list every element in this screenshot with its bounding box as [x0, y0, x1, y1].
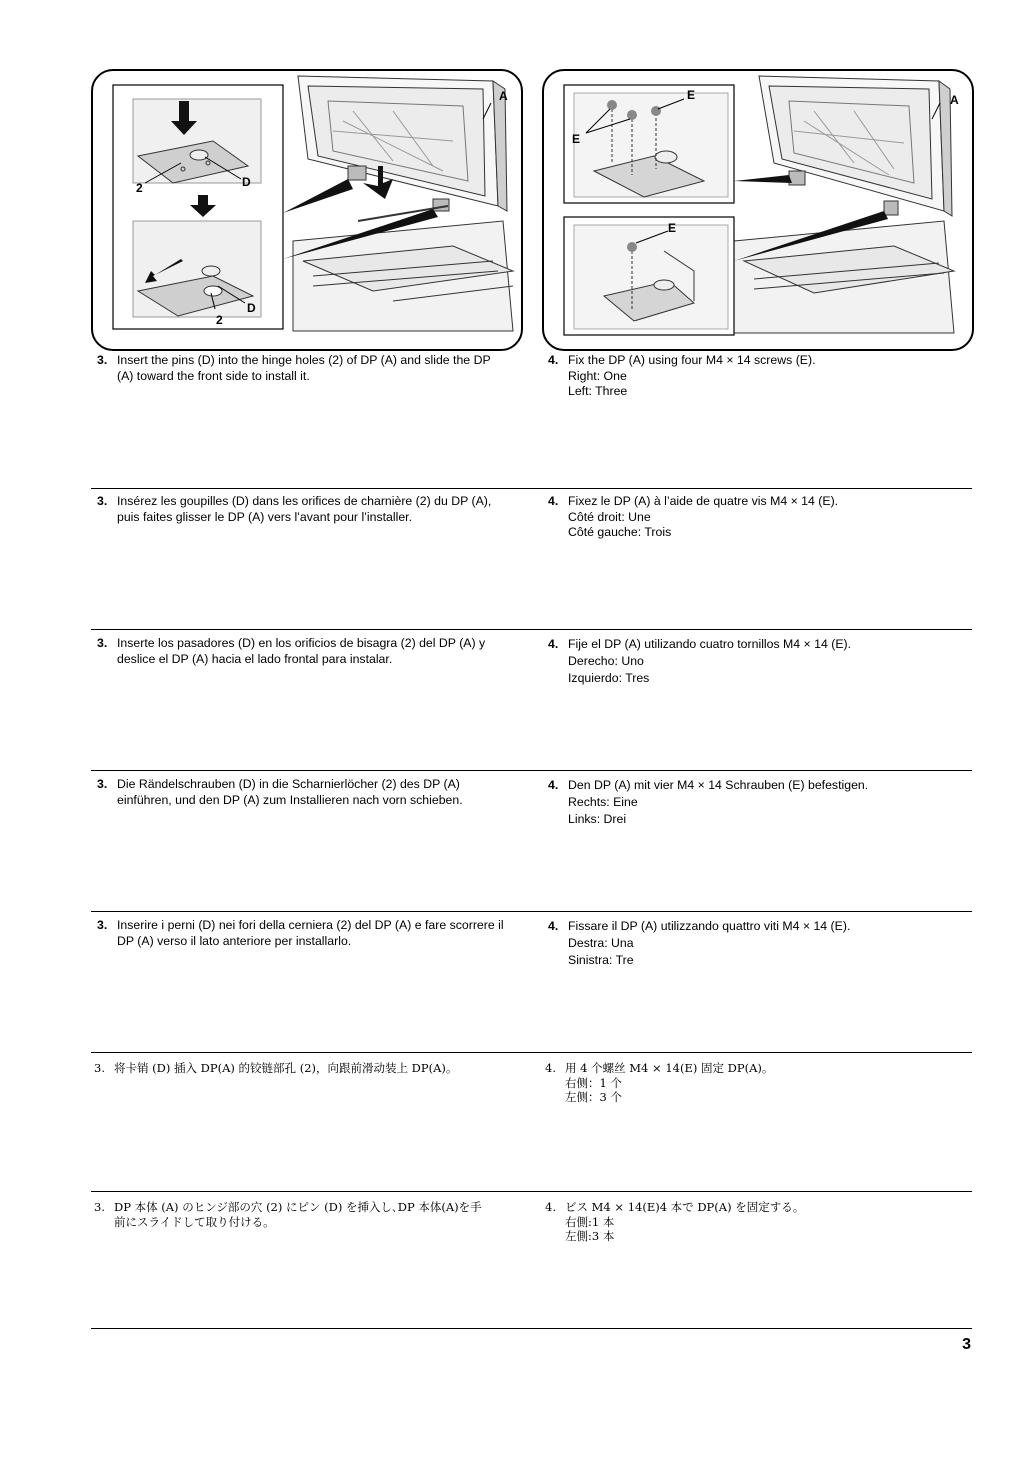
step-3 [94, 1200, 524, 1229]
illustration-fix-screws [542, 69, 974, 351]
step-4 [548, 777, 968, 828]
step-text: 左側:3 本 [565, 1229, 615, 1243]
step-4 [548, 918, 968, 969]
divider [91, 770, 972, 771]
step-text: 左侧：3 个 [565, 1090, 622, 1104]
step-4 [548, 353, 968, 400]
step-text: Derecho: Uno [568, 654, 644, 668]
step-3 [97, 353, 527, 384]
step-text: Fix the DP (A) using four M4 × 14 screws (E). [568, 353, 816, 367]
step-number: 4. [545, 1061, 556, 1075]
step-text: 用 4 个螺丝 M4 × 14(E) 固定 DP(A)。 [565, 1061, 774, 1075]
step-text: Inserte los pasadores (D) en los orificios de bisagra (2) del DP (A) y [117, 636, 486, 650]
step-text: Insérez les goupilles (D) dans les orifices de charnière (2) du DP (A), [117, 494, 492, 508]
illustration-insert-pins [91, 69, 523, 351]
step-text: Sinistra: Tre [568, 953, 634, 967]
divider [91, 1191, 972, 1192]
step-text: Right: One [568, 368, 627, 383]
step-4 [548, 636, 968, 687]
step-3 [97, 918, 527, 949]
page-number: 3 [962, 1336, 971, 1353]
step-number: 3. [94, 1200, 105, 1214]
step-number: 3. [97, 918, 108, 932]
step-text: Fije el DP (A) utilizando cuatro tornillos M4 × 14 (E). [568, 637, 852, 651]
step-number: 4. [548, 637, 559, 651]
step-text: puis faites glisser le DP (A) vers l’avant pour l’installer. [117, 509, 413, 524]
step-text: Inserire i perni (D) nei fori della cerniera (2) del DP (A) e fare scorrere il [117, 918, 504, 932]
step-text: 前にスライドして取り付ける。 [114, 1214, 275, 1229]
step-4 [545, 1061, 965, 1105]
step-text: Destra: Una [568, 936, 634, 950]
step-4 [548, 494, 968, 541]
step-text: Left: Three [568, 384, 628, 398]
step-text: 右側:1 本 [565, 1214, 615, 1229]
divider [91, 911, 972, 912]
step-text: Côté droit: Une [568, 509, 651, 524]
step-text: (A) toward the front side to install it. [117, 368, 310, 383]
step-text: DP 本体 (A) のヒンジ部の穴 (2) にピン (D) を挿入し､DP 本体(A)を手 [114, 1200, 482, 1214]
step-4 [545, 1200, 965, 1244]
callout-e: E [687, 88, 696, 102]
step-text: Côté gauche: Trois [568, 525, 672, 539]
hinge-insertion-drawing [93, 71, 521, 349]
step-text: Fissare il DP (A) utilizzando quattro viti M4 × 14 (E). [568, 919, 851, 933]
step-3 [97, 777, 527, 808]
step-text: einführen, und den DP (A) zum Installieren nach vorn schieben. [117, 792, 463, 807]
step-text: Insert the pins (D) into the hinge holes (2) of DP (A) and slide the DP [117, 353, 491, 367]
divider [91, 1052, 972, 1053]
step-number: 4. [548, 919, 559, 933]
callout-e: E [572, 132, 581, 146]
callout-d: D [242, 175, 251, 189]
step-number: 3. [94, 1061, 105, 1075]
step-number: 4. [545, 1200, 556, 1214]
step-text: 右侧：1 个 [565, 1075, 622, 1090]
callout-a: A [499, 89, 508, 103]
step-text: Rechts: Eine [568, 795, 638, 809]
step-3 [97, 636, 527, 667]
step-number: 3. [97, 636, 108, 650]
divider [91, 488, 972, 489]
step-number: 3. [97, 777, 108, 791]
step-text: Den DP (A) mit vier M4 × 14 Schrauben (E) befestigen. [568, 778, 869, 792]
step-text: deslice el DP (A) hacia el lado frontal para instalar. [117, 651, 393, 666]
step-text: DP (A) verso il lato anteriore per installarlo. [117, 933, 352, 948]
screw-fixing-drawing [544, 71, 972, 349]
step-number: 4. [548, 778, 559, 792]
callout-2: 2 [136, 181, 143, 195]
step-number: 4. [548, 353, 559, 367]
step-text: Die Rändelschrauben (D) in die Scharnierlöcher (2) des DP (A) [117, 777, 460, 791]
step-text: 将卡销 (D) 插入 DP(A) 的铰链部孔 (2)，向跟前滑动装上 DP(A)。 [114, 1061, 458, 1075]
divider [91, 629, 972, 630]
step-number: 4. [548, 494, 559, 508]
step-text: Izquierdo: Tres [568, 671, 650, 685]
callout-e: E [668, 221, 677, 235]
step-text: Fixez le DP (A) à l’aide de quatre vis M4 × 14 (E). [568, 494, 839, 508]
step-3 [94, 1061, 524, 1076]
step-text: Links: Drei [568, 812, 627, 826]
callout-a: A [950, 93, 959, 107]
callout-2: 2 [216, 313, 223, 327]
callout-d: D [247, 301, 256, 315]
step-3 [97, 494, 527, 525]
step-number: 3. [97, 353, 108, 367]
divider [91, 1328, 972, 1329]
step-number: 3. [97, 494, 108, 508]
step-text: ビス M4 × 14(E)4 本で DP(A) を固定する。 [565, 1200, 805, 1214]
